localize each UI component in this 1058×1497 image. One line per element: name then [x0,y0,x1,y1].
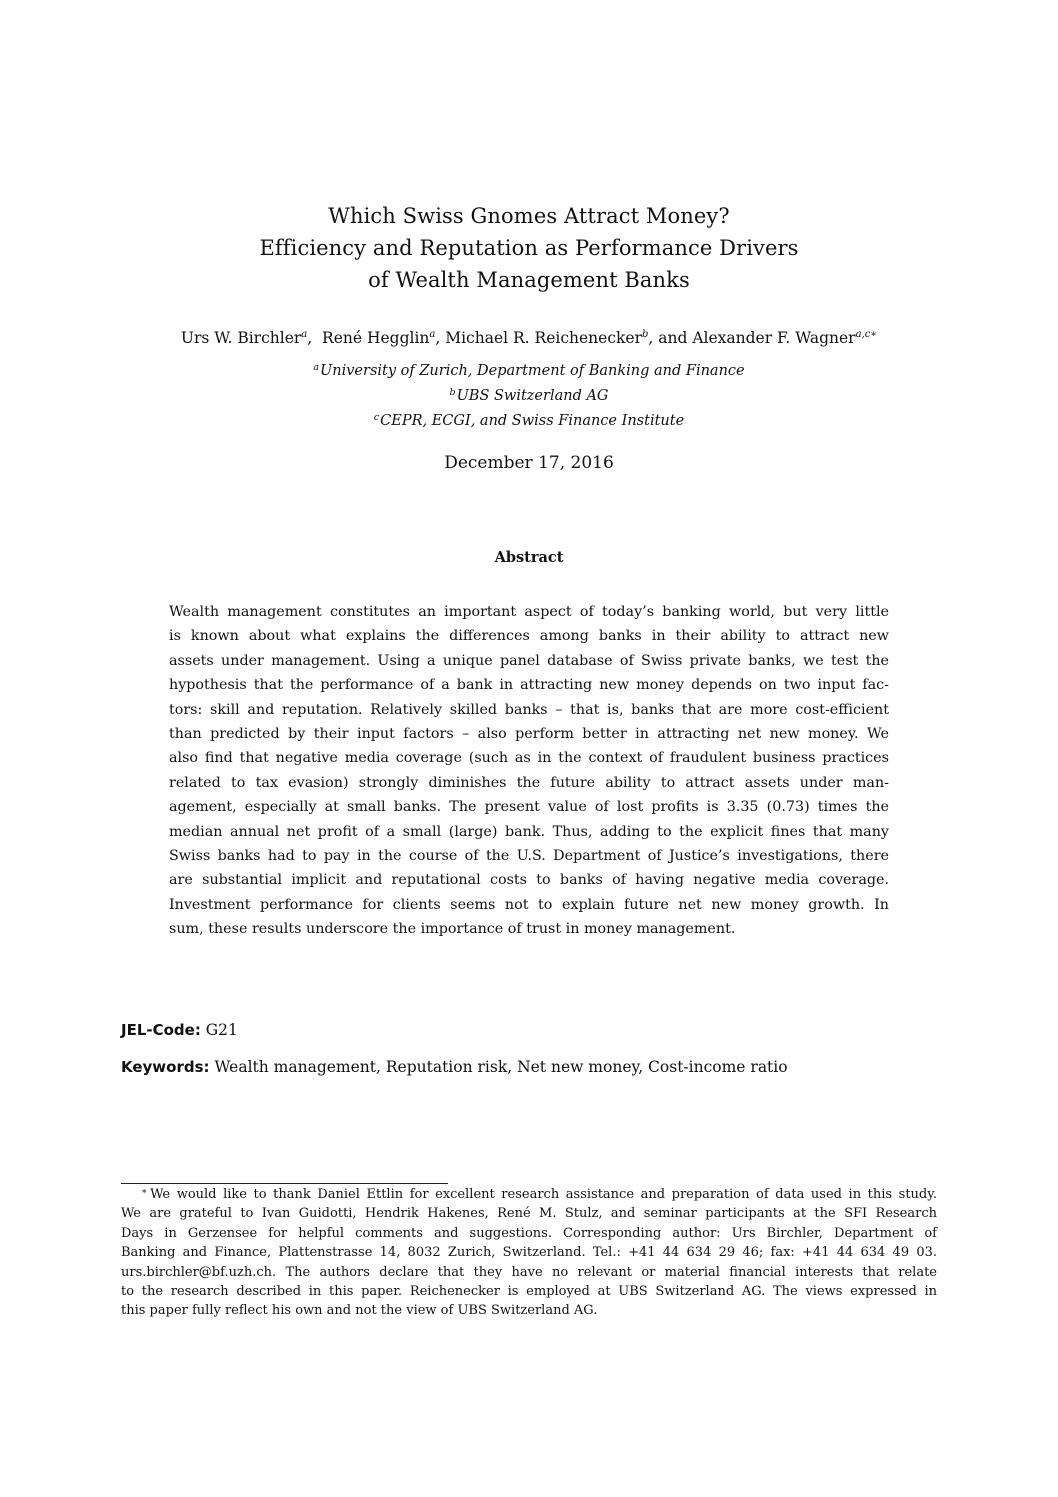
affiliation-list [0,359,1058,434]
abstract-line: tors: skill and reputation. Relatively skilled banks – that is, banks that are more cost-efficient [169,701,889,718]
jel-code [121,1019,238,1041]
author-separator: , [435,329,446,347]
title-line-2: Efficiency and Reputation as Performance Drivers [259,236,799,260]
abstract-line: sum, these results underscore the importance of trust in money management. [169,921,736,938]
keywords-label: Keywords: [121,1058,210,1076]
title-line-3: of Wealth Management Banks [368,268,690,292]
author-mark: a [301,329,308,340]
footnote-mark: ∗ [141,1187,148,1197]
abstract-body [169,600,889,941]
abstract-line: Wealth management constitutes an important aspect of today’s banking world, but very little [169,604,889,620]
abstract-line: related to tax evasion) strongly diminishes the future ability to attract assets under man- [169,774,889,791]
author-mark: a [429,329,436,340]
abstract-line: are substantial implicit and reputational costs to banks of having negative media coverage. [169,872,889,889]
abstract-line: also find that negative media coverage (such as in the context of fraudulent business practices [169,750,889,767]
abstract-heading: Abstract [494,549,564,566]
title-line-1: Which Swiss Gnomes Attract Money? [328,204,730,228]
author-mark: b [641,329,649,340]
footnote-text: We would like to thank Daniel Ettlin for excellent research assistance and preparation of data used in this study. [150,1187,937,1202]
abstract-line: Swiss banks had to pay in the course of the U.S. Department of Justice’s investigations, there [169,847,889,864]
keywords [121,1056,788,1078]
footnote-line: We are grateful to Ivan Guidotti, Hendrik Hakenes, René M. Stulz, and seminar participants at the SFI Research [121,1206,937,1222]
author-list [0,326,1058,350]
author-name: Alexander F. Wagner [692,329,856,347]
affiliation [0,384,1058,409]
paper-title [0,200,1058,296]
abstract-line: is known about what explains the differences among banks in their ability to attract new [169,628,889,645]
footnote [121,1185,937,1321]
author-name: Michael R. Reichenecker [445,329,642,347]
jel-label: JEL-Code: [121,1021,201,1039]
abstract-line: agement, especially at small banks. The present value of lost profits is 3.35 (0.73) times the [169,799,889,816]
footnote-line: to the research described in this paper. Reichenecker is employed at UBS Switzerland AG. The views expressed in [121,1283,937,1299]
affiliation-text: University of Zurich, Department of Banking and Finance [320,363,745,379]
footnote-line: urs.birchler@bf.uzh.ch. The authors declare that they have no relevant or material financial interests that relate [121,1264,937,1280]
author-separator: , and [648,329,693,347]
affiliation [0,359,1058,384]
footnote-divider [121,1183,448,1184]
footnote-line: Banking and Finance, Plattenstrasse 14, 8032 Zurich, Switzerland. Tel.: +41 44 634 29 46; fax: +41 44 634 49 03. [121,1245,937,1261]
affiliation-text: UBS Switzerland AG [456,388,609,404]
abstract-line: than predicted by their input factors – also perform better in attracting net new money. We [169,725,889,742]
footnote-line: Days in Gerzensee for helpful comments and suggestions. Corresponding author: Urs Birchler, Department of [121,1225,937,1241]
footnote-line: this paper fully reflect his own and not the view of UBS Switzerland AG. [121,1303,598,1319]
abstract-line: median annual net profit of a small (large) bank. Thus, adding to the explicit fines that many [169,823,889,840]
author-name: René Hegglin [322,329,430,347]
abstract-line: assets under management. Using a unique panel database of Swiss private banks, we test the [169,652,889,669]
affiliation-mark: b [449,387,456,398]
affiliation-mark: a [313,362,320,373]
footnote-line [121,1185,937,1204]
affiliation-mark: c [373,412,380,423]
abstract-line: hypothesis that the performance of a bank in attracting new money depends on two input fac- [169,677,889,694]
author-mark: a,c∗ [855,329,878,340]
paper-date: December 17, 2016 [444,453,614,473]
keywords-value: Wealth management, Reputation risk, Net new money, Cost-income ratio [214,1058,788,1076]
affiliation [0,409,1058,434]
author-separator: , [307,329,323,347]
jel-value: G21 [205,1021,238,1039]
abstract-line: Investment performance for clients seems not to explain future net new money growth. In [169,896,889,913]
affiliation-text: CEPR, ECGI, and Swiss Finance Institute [380,413,685,429]
author-name: Urs W. Birchler [180,329,302,347]
